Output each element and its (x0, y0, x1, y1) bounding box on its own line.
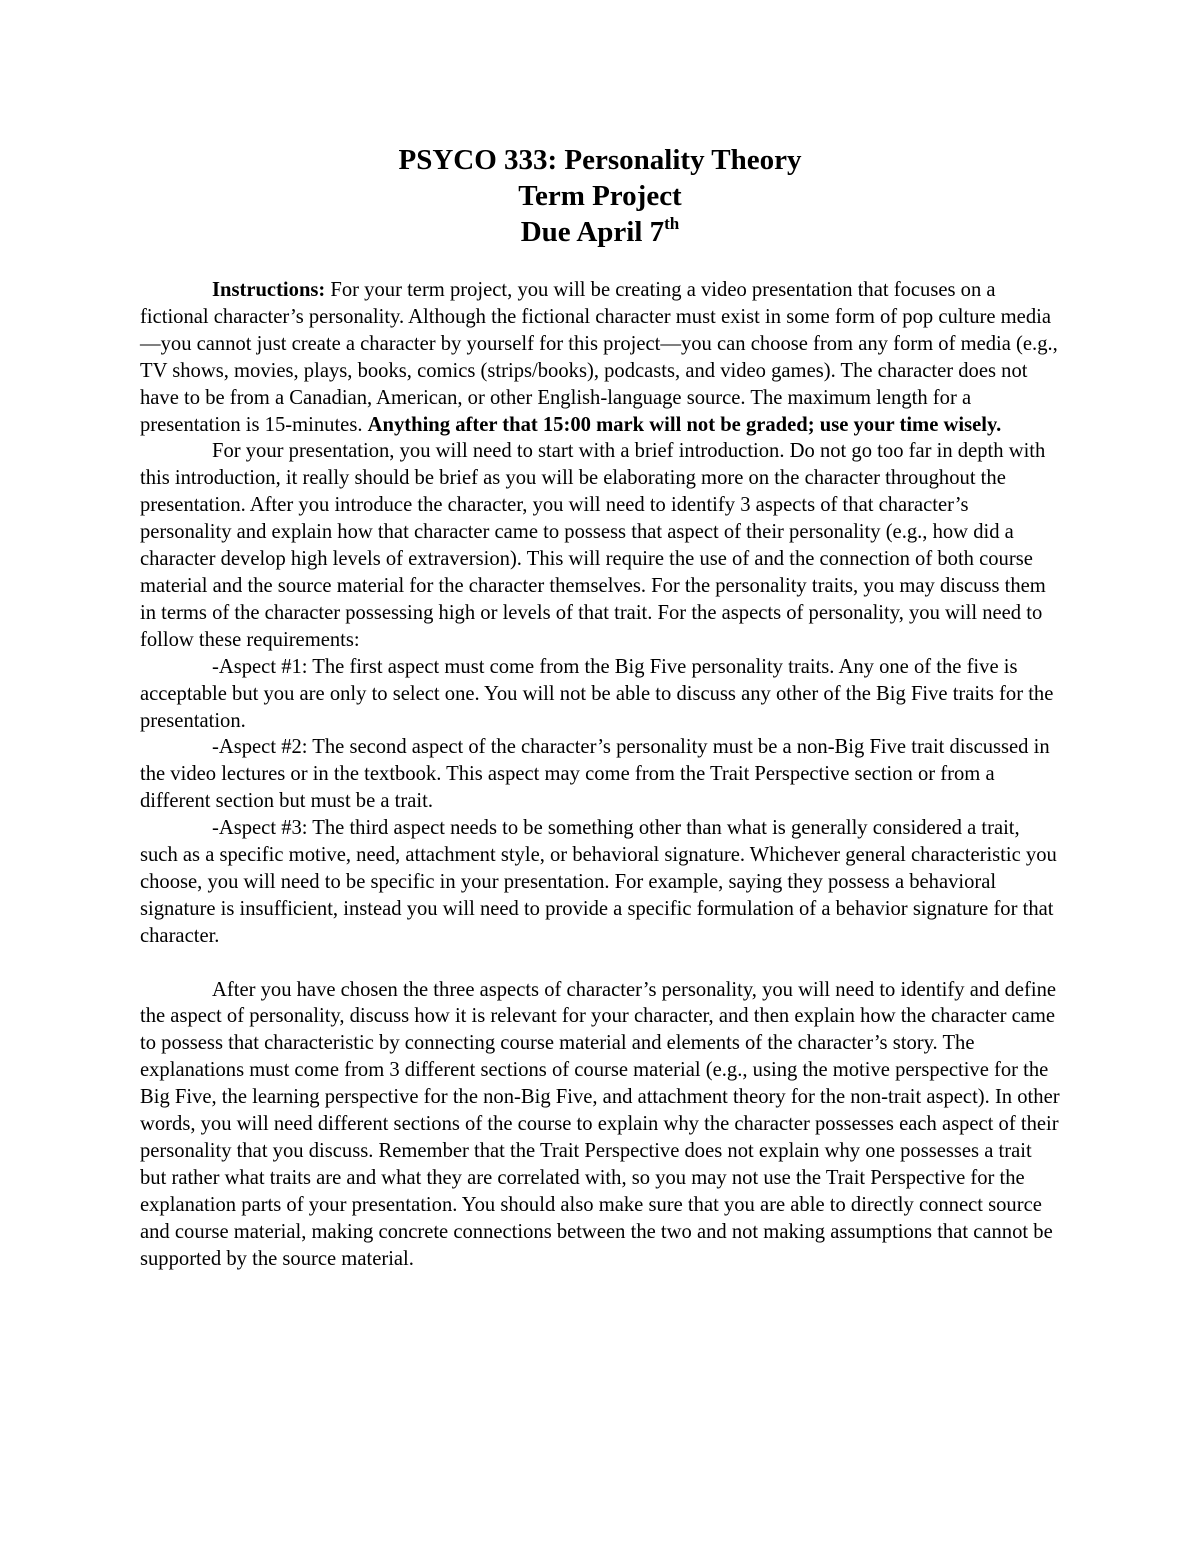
project-title: Term Project (518, 180, 682, 212)
title-block (0, 142, 1200, 250)
due-superscript: th (664, 214, 680, 233)
aspect-3: -Aspect #3: The third aspect needs to be something other than what is generally considered a trait, such as a specific motive, need, attachment style, or behavioral signature. Whichever general characteristic you choose, you will need to be specific in your presentation. For example, saying they possess a behavioral signature is insufficient, instead you will need to provide a specific formulation of a behavior signature for that character. (140, 817, 1057, 947)
body-text (140, 277, 1062, 1273)
instructions-paragraph (140, 277, 1062, 438)
due-date (0, 214, 1200, 250)
time-warning: Anything after that 15:00 mark will not be graded; use your time wisely. (367, 413, 1002, 436)
aspect-2: -Aspect #2: The second aspect of the character’s personality must be a non-Big Five trait discussed in the video lectures or in the textbook. This aspect may come from the Trait Perspective section or from a different section but must be a trait. (140, 736, 1050, 813)
paragraph-gap (140, 950, 1062, 977)
aspect-1: -Aspect #1: The first aspect must come from the Big Five personality traits. Any one of the five is acceptable but you are only to select one. You will not be able to discuss any other of the Big Five traits for the presentation. (140, 655, 1054, 732)
followup-paragraph: After you have chosen the three aspects of character’s personality, you will need to identify and define the aspect of personality, discuss how it is relevant for your character, and then explain how the character came to possess that characteristic by connecting course material and elements of the character’s story. The explanations must come from 3 different sections of course material (e.g., using the motive perspective for the Big Five, the learning perspective for the non-Big Five, and attachment theory for the non-trait aspect). In other words, you will need different sections of the course to explain why the character possesses each aspect of their personality that you discuss. Remember that the Trait Perspective does not explain why one possesses a trait but rather what traits are and what they are correlated with, so you may not use the Trait Perspective for the explanation parts of your presentation. You should also make sure that you are able to directly connect source and course material, making concrete connections between the two and not making assumptions that cannot be supported by the source material. (140, 978, 1060, 1270)
course-title: PSYCO 333: Personality Theory (398, 144, 802, 176)
presentation-paragraph: For your presentation, you will need to start with a brief introduction. Do not go too far in depth with this introduction, it really should be brief as you will be elaborating more on the character throughout the presentation. After you introduce the character, you will need to identify 3 aspects of that character’s personality and explain how that character came to possess that aspect of their personality (e.g., how did a character develop high levels of extraversion). This will require the use of and the connection of both course material and the source material for the character themselves. For the personality traits, you may discuss them in terms of the character possessing high or levels of that trait. For the aspects of personality, you will need to follow these requirements: (140, 440, 1046, 651)
instructions-text: For your term project, you will be creating a video presentation that focuses on a fictional character’s personality. Although the fictional character must exist in some form of pop culture media—you cannot just create a character by yourself for this project—you can choose from any form of media (e.g., TV shows, movies, plays, books, comics (strips/books), podcasts, and video games). The character does not have to be from a Canadian, American, or other English-language source. The maximum length for a presentation is 15-minutes. (140, 279, 1058, 436)
due-text: Due April 7 (520, 216, 665, 248)
instructions-label: Instructions: (212, 279, 326, 301)
